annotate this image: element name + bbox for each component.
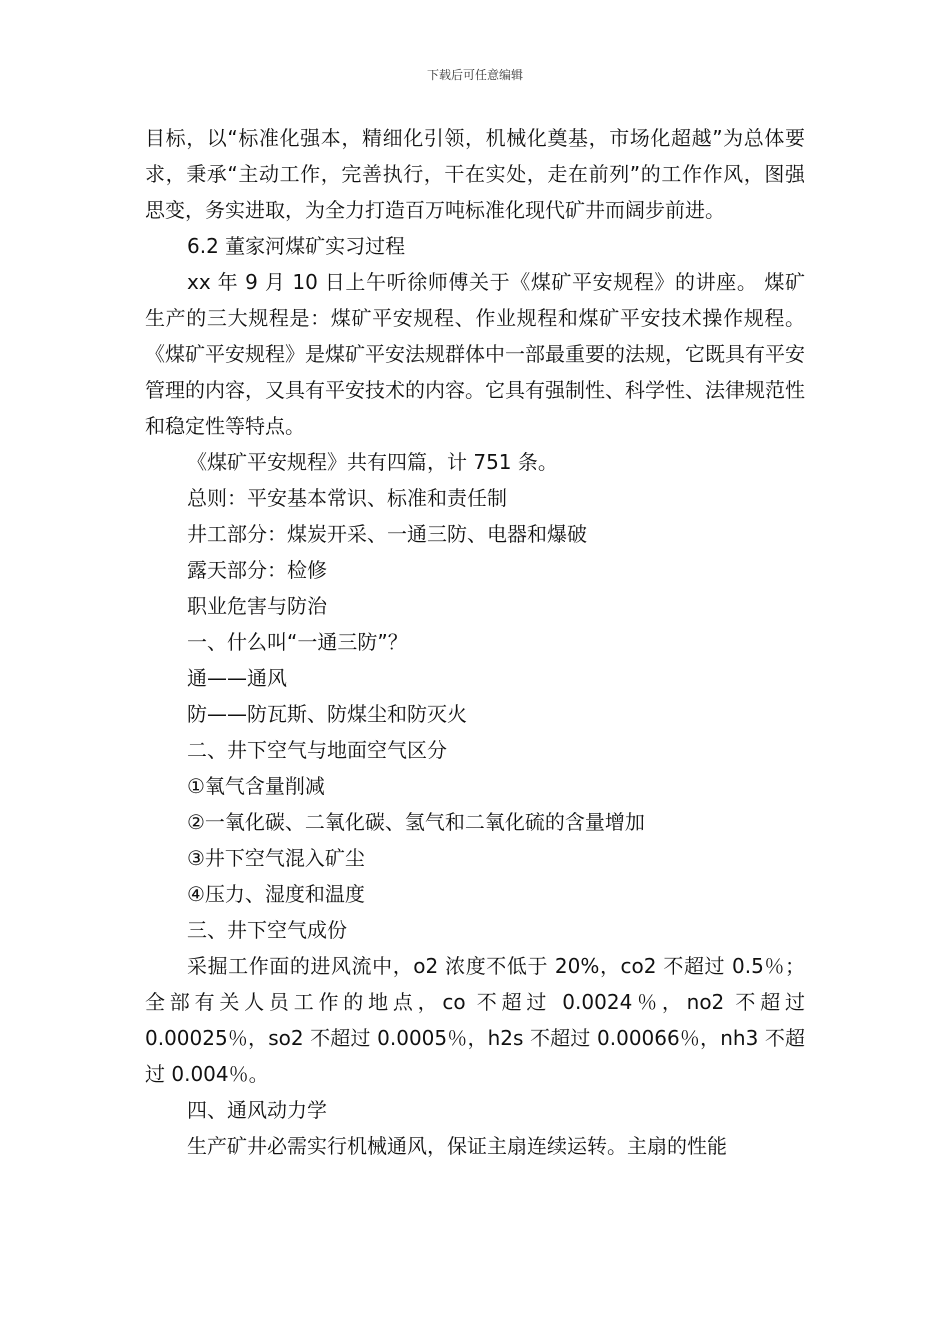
question-heading-4: 四、通风动力学 — [187, 1098, 327, 1122]
section-heading-6-2: 6.2 董家河煤矿实习过程 — [187, 234, 406, 258]
paragraph-intro: 目标，以“标准化强本，精细化引领，机械化奠基，市场化超越”为总体要求，秉承“主动工作，完善执行，干在实处，走在前列”的工作作风，图强思变，务实进取，为全力打造百万吨标准化现代矿井而阔步前进。 — [145, 126, 805, 222]
paragraph-air-composition: 采掘工作面的进风流中，o2 浓度不低于 20%，co2 不超过 0.5％；全部有关人员工作的地点，co 不超过 0.0024％，no2 不超过 0.00025％，so2 不超过 0.0005％，h2s 不超过 0.00066％，nh3 不超过 0.004％。 — [145, 954, 805, 1086]
question-heading-1: 一、什么叫“一通三防”？ — [187, 630, 408, 654]
question-heading-2: 二、井下空气与地面空气区分 — [187, 738, 447, 762]
list-item-underground: 井工部分：煤炭开采、一通三防、电器和爆破 — [187, 522, 587, 546]
list-item-open-pit: 露天部分：检修 — [187, 558, 327, 582]
list-item-pressure: ④压力、湿度和温度 — [187, 882, 365, 906]
document-body — [145, 120, 805, 1164]
question-heading-3: 三、井下空气成份 — [187, 918, 347, 942]
paragraph-regulation-summary: 《煤矿平安规程》共有四篇，计 751 条。 — [187, 450, 558, 474]
list-item-general: 总则：平安基本常识、标准和责任制 — [187, 486, 507, 510]
list-item-dust: ③井下空气混入矿尘 — [187, 846, 365, 870]
list-item-occupational: 职业危害与防治 — [187, 594, 327, 618]
list-item-gases: ②一氧化碳、二氧化碳、氢气和二氧化硫的含量增加 — [187, 810, 645, 834]
page-header: 下载后可任意编辑 — [426, 68, 523, 82]
definition-prevention: 防——防瓦斯、防煤尘和防灭火 — [187, 702, 467, 726]
list-item-oxygen: ①氧气含量削减 — [187, 774, 325, 798]
paragraph-mechanical-ventilation: 生产矿井必需实行机械通风，保证主扇连续运转。主扇的性能 — [187, 1134, 727, 1158]
definition-ventilation: 通——通风 — [187, 666, 287, 690]
paragraph-lecture: xx 年 9 月 10 日上午听徐师傅关于《煤矿平安规程》的讲座。 煤矿生产的三大规程是：煤矿平安规程、作业规程和煤矿平安技术操作规程。《煤矿平安规程》是煤矿平安法规群体中一部最重要的法规，它既具有平安管理的内容，又具有平安技术的内容。它具有强制性、科学性、法律规范性和稳定性等特点。 — [145, 270, 805, 438]
